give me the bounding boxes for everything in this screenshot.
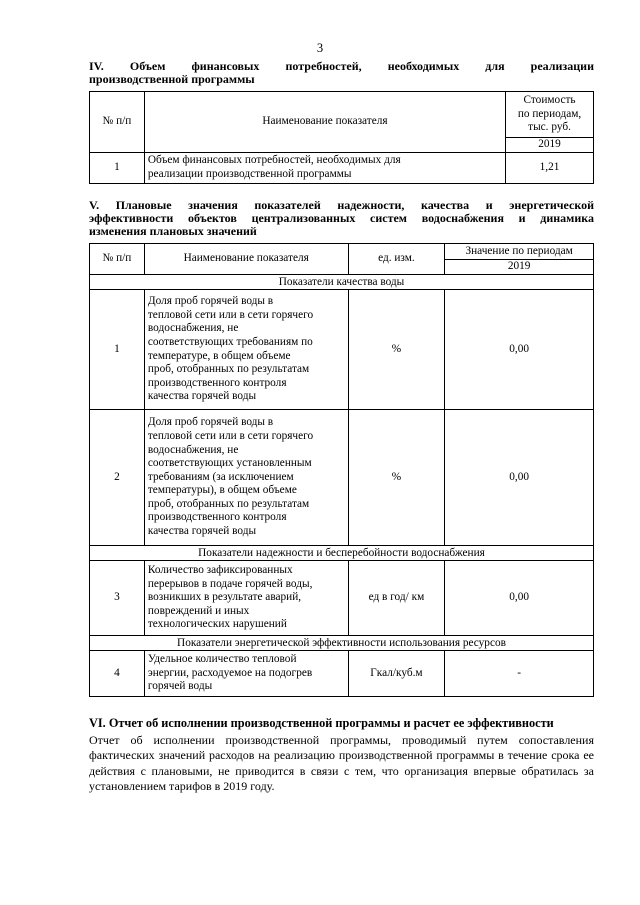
ind-row2-name-l6: температуры), в общем объеме <box>147 484 297 497</box>
ind-row1-num: 1 <box>90 290 145 410</box>
section4-heading <box>89 60 594 86</box>
ind-row1-name-l5: температуре, в общем объеме <box>147 349 291 362</box>
ind-row1-name-l3: водоснабжения, не <box>147 322 239 335</box>
ind-row1-value: 0,00 <box>445 290 594 410</box>
section6-paragraph: Отчет об исполнении производственной программы, проводимый путем сопоставления фактических значений расходов на реализацию производственной программы в течение срока ее действия с плановыми, не приводится в связи с тем, что организация впервые обратилась за установлением тарифов в 2019 году. <box>89 733 594 793</box>
ind-row4-name-l2: энергии, расходуемое на подогрев <box>147 666 313 679</box>
ind-row3-name-l4: повреждений и иных <box>147 604 250 617</box>
ind-group-quality: Показатели качества воды <box>90 275 594 290</box>
ind-row4-name <box>144 651 348 697</box>
ind-row2-name-l9: качества горячей воды <box>147 525 257 538</box>
section5-heading <box>89 199 594 238</box>
fin-row-name-line2: реализации производственной программы <box>147 167 352 180</box>
section5-heading-line3: изменения плановых значений <box>89 224 257 238</box>
financial-needs-table <box>89 91 594 184</box>
ind-row2-name-l3: водоснабжения, не <box>147 443 239 456</box>
ind-col-unit: ед. изм. <box>348 244 445 275</box>
fin-col-cost-line2: по периодам, <box>517 107 582 120</box>
ind-row2-value: 0,00 <box>445 410 594 546</box>
ind-row3-num: 3 <box>90 561 145 636</box>
ind-row1-name-l7: производственного контроля <box>147 376 287 389</box>
fin-col-num: № п/п <box>90 92 145 153</box>
ind-row1-name-l8: качества горячей воды <box>147 390 257 403</box>
section4-heading-line2: производственной программы <box>89 72 255 86</box>
ind-col-num: № п/п <box>90 244 145 275</box>
ind-row1-name-l2: тепловой сети или в сети горячего <box>147 308 314 321</box>
ind-row2-name-l2: тепловой сети или в сети горячего <box>147 429 314 442</box>
fin-year: 2019 <box>506 138 594 153</box>
ind-row2-num: 2 <box>90 410 145 546</box>
section5-heading-line1: V. Плановые значения показателей надежности, качества и энергетической <box>89 198 594 212</box>
ind-row3-name-l3: возникших в результате аварий, <box>147 591 302 604</box>
ind-row3-name-l5: технологических нарушений <box>147 618 287 631</box>
ind-row3-value: 0,00 <box>445 561 594 636</box>
ind-row1-name <box>144 290 348 410</box>
ind-row4-name-l1: Удельное количество тепловой <box>147 653 297 666</box>
ind-row1-name-l4: соответствующих требованиям по <box>147 335 313 348</box>
section6-heading: VI. Отчет об исполнении производственной программы и расчет ее эффективности <box>89 716 554 730</box>
ind-row3-unit: ед в год/ км <box>348 561 445 636</box>
ind-group-energy: Показатели энергетической эффективности использования ресурсов <box>90 636 594 651</box>
ind-row2-unit: % <box>348 410 445 546</box>
ind-col-name: Наименование показателя <box>144 244 348 275</box>
ind-row4-value: - <box>445 651 594 697</box>
fin-row-name-line1: Объем финансовых потребностей, необходимых для <box>147 154 401 166</box>
ind-row3-name <box>144 561 348 636</box>
ind-row2-name-l5: требованиям (за исключением <box>147 470 294 483</box>
ind-row4-unit: Гкал/куб.м <box>348 651 445 697</box>
ind-year: 2019 <box>445 260 594 275</box>
fin-col-cost-line1: Стоимость <box>523 94 576 107</box>
section4-heading-line1: IV. Объем финансовых потребностей, необходимых для реализации <box>89 59 594 73</box>
ind-row2-name <box>144 410 348 546</box>
page-number: 3 <box>316 41 324 55</box>
indicators-table <box>89 243 594 697</box>
ind-row1-name-l6: проб, отобранных по результатам <box>147 363 310 376</box>
ind-row3-name-l1: Количество зафиксированных <box>147 564 293 577</box>
ind-row1-name-l1: Доля проб горячей воды в <box>147 295 274 308</box>
fin-col-cost-line3: тыс. руб. <box>528 121 571 134</box>
ind-row2-name-l1: Доля проб горячей воды в <box>147 416 274 429</box>
fin-col-name: Наименование показателя <box>144 92 505 153</box>
ind-row4-name-l3: горячей воды <box>147 680 213 693</box>
fin-row-name <box>144 152 505 183</box>
ind-row3-name-l2: перерывов в подаче горячей воды, <box>147 577 313 590</box>
ind-group-reliability: Показатели надежности и бесперебойности водоснабжения <box>90 546 594 561</box>
ind-row2-name-l4: соответствующих установленным <box>147 457 312 470</box>
ind-row1-unit: % <box>348 290 445 410</box>
ind-row2-name-l7: проб, отобранных по результатам <box>147 497 310 510</box>
section5-heading-line2: эффективности объектов централизованных систем водоснабжения и динамика <box>89 211 594 225</box>
ind-row2-name-l8: производственного контроля <box>147 511 287 524</box>
fin-row-num: 1 <box>90 152 145 183</box>
ind-row4-num: 4 <box>90 651 145 697</box>
fin-row-value: 1,21 <box>506 152 594 183</box>
ind-col-value: Значение по периодам <box>445 244 594 260</box>
fin-col-cost <box>506 92 594 138</box>
